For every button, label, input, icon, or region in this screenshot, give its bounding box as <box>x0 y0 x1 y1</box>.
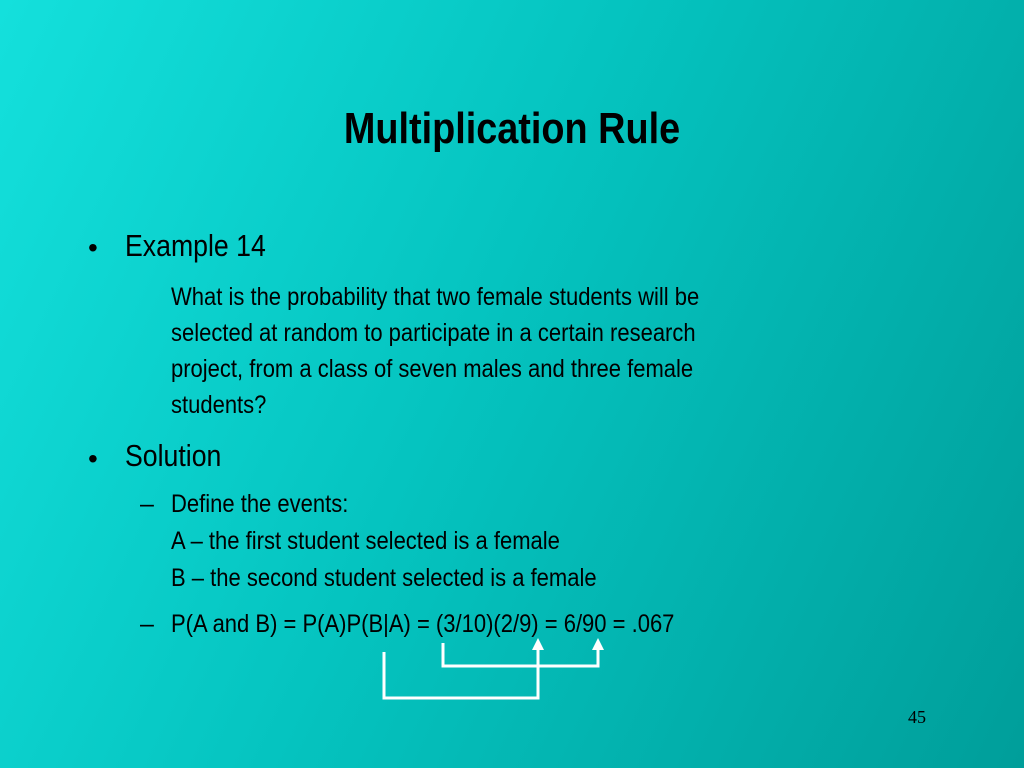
arrow-pa-to-first-fraction <box>384 646 538 698</box>
define-events-line: Define the events: <box>171 490 349 518</box>
example-body-line-4: students? <box>171 391 267 419</box>
bullet-marker: • <box>88 443 98 474</box>
slide-title: Multiplication Rule <box>343 104 681 153</box>
example-body-line-3: project, from a class of seven males and three female <box>171 355 694 383</box>
probability-formula: P(A and B) = P(A)P(B|A) = (3/10)(2/9) = 6/90 = .067 <box>171 610 675 638</box>
bullet-example-14: Example 14 <box>125 228 266 263</box>
arrowhead-up-icon <box>532 638 544 650</box>
example-body-line-1: What is the probability that two female students will be <box>171 283 700 311</box>
arrowhead-up-icon <box>592 638 604 650</box>
sub-bullet-dash: – <box>140 610 154 638</box>
bullet-solution: Solution <box>125 438 222 473</box>
arrow-pba-to-second-fraction <box>443 643 598 666</box>
bullet-marker: • <box>88 232 98 263</box>
example-body-line-2: selected at random to participate in a certain research <box>171 319 696 347</box>
page-number: 45 <box>908 707 926 727</box>
event-b-line: B – the second student selected is a female <box>171 564 597 592</box>
event-a-line: A – the first student selected is a female <box>171 527 560 555</box>
sub-bullet-dash: – <box>140 490 154 518</box>
